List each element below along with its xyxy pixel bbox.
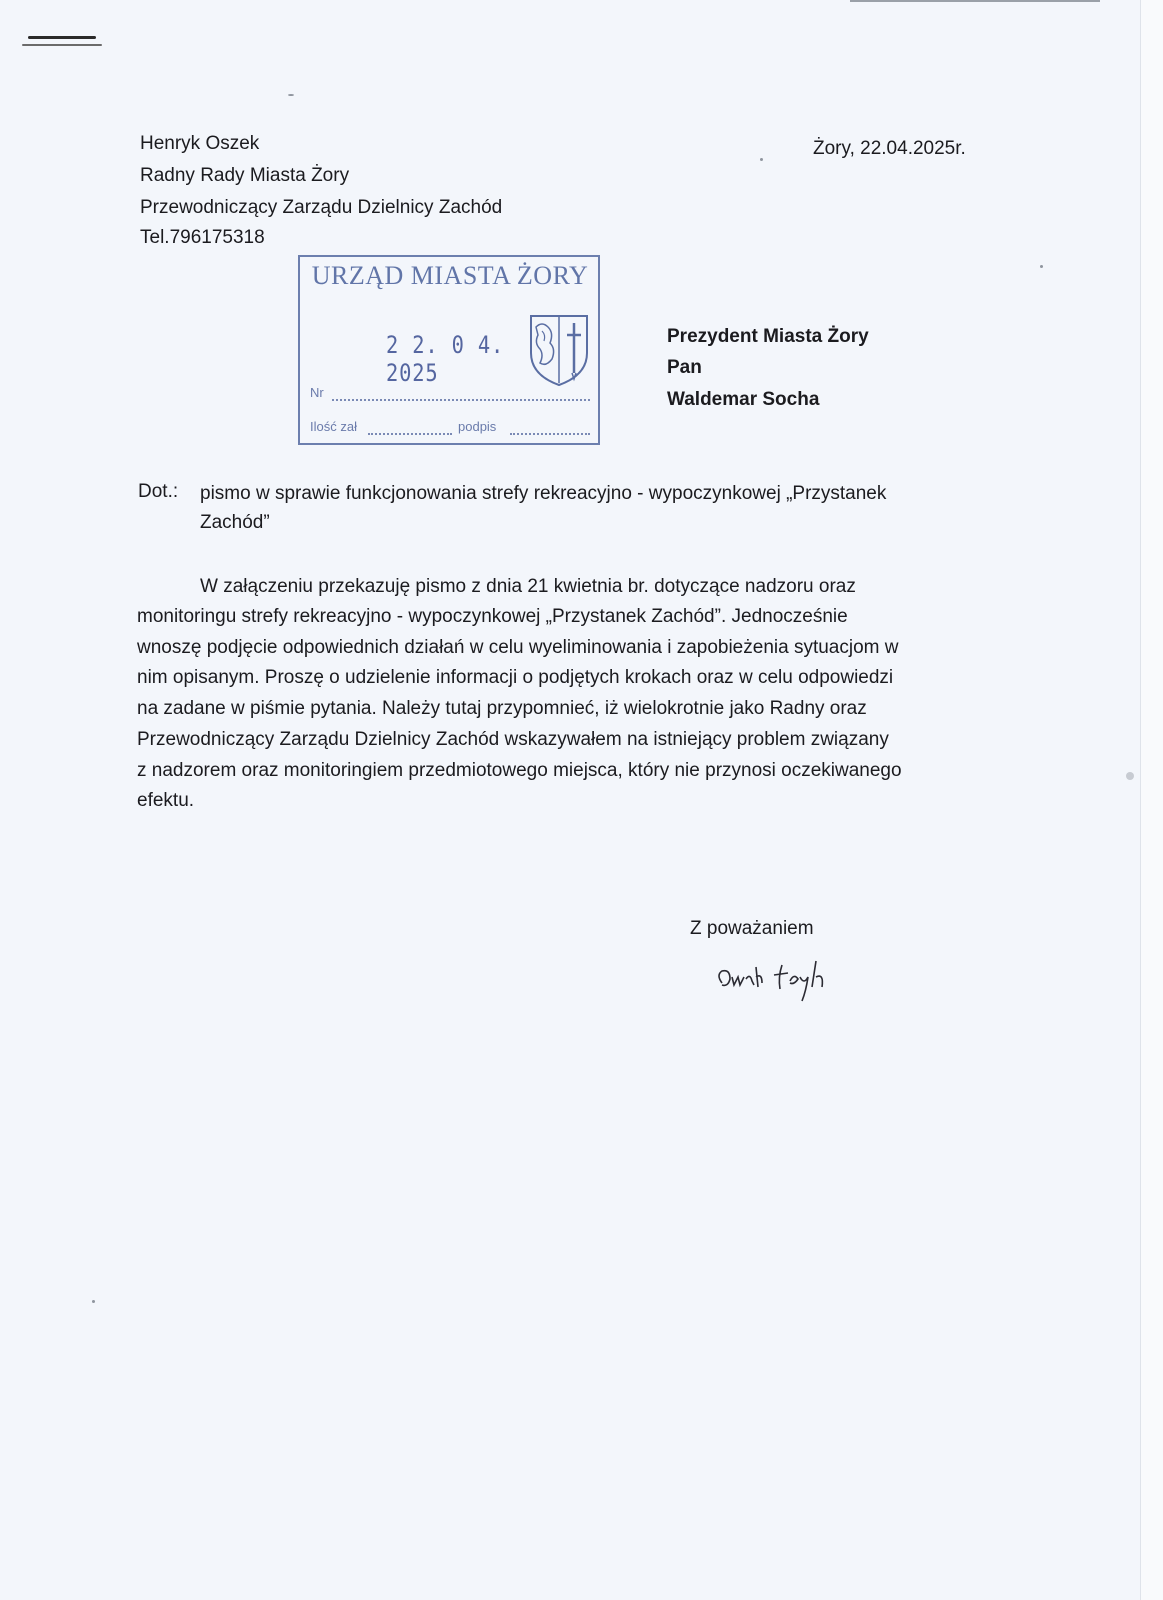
scan-edge-line <box>850 0 1100 2</box>
scan-speck <box>92 1300 95 1303</box>
body-line: wnoszę podjęcie odpowiednich działań w celu wyeliminowania i zapobieżenia sytuacjom w <box>137 637 899 658</box>
coat-of-arms-icon <box>528 313 590 387</box>
stamp-nr-label: Nr <box>310 385 324 400</box>
stamp-signature-label: podpis <box>458 419 497 434</box>
stamp-attachments-label: Ilość zał <box>310 419 357 434</box>
scan-margin <box>1140 0 1163 1600</box>
sender-title: Przewodniczący Zarządu Dzielnicy Zachód <box>140 197 503 218</box>
stamp-nr-dots <box>332 399 590 401</box>
recipient-name: Waldemar Socha <box>667 389 820 410</box>
subject-text: Zachód” <box>200 512 270 533</box>
sender-name: Henryk Oszek <box>140 133 260 154</box>
stamp-office-name: URZĄD MIASTA ŻORY <box>311 261 589 290</box>
scan-mark <box>22 44 102 46</box>
sender-phone: Tel.796175318 <box>140 227 265 248</box>
scan-speck <box>1040 265 1043 268</box>
body-line: W załączeniu przekazuję pismo z dnia 21 kwietnia br. dotyczące nadzoru oraz <box>200 576 856 597</box>
body-line: z nadzorem oraz monitoringiem przedmiotowego miejsca, który nie przynosi oczekiwanego <box>137 760 902 781</box>
body-line: nim opisanym. Proszę o udzielenie informacji o podjętych krokach oraz w celu odpowiedzi <box>137 667 894 688</box>
body-line: monitoringu strefy rekreacyjno - wypoczynkowej „Przystanek Zachód”. Jednocześnie <box>137 606 848 627</box>
recipient-salutation: Pan <box>667 357 702 378</box>
stamp-signature-dots <box>510 433 590 435</box>
body-line: Przewodniczący Zarządu Dzielnicy Zachód wskazywałem na istniejący problem związany <box>137 729 889 750</box>
scan-speck <box>760 158 763 161</box>
recipient-title: Prezydent Miasta Żory <box>667 326 869 347</box>
sender-title: Radny Rady Miasta Żory <box>140 165 350 186</box>
subject-label: Dot.: <box>138 481 179 502</box>
place-date: Żory, 22.04.2025r. <box>813 138 966 159</box>
stamp-attachments-dots <box>368 433 452 435</box>
scan-mark <box>28 36 96 39</box>
closing: Z poważaniem <box>690 918 814 939</box>
body-line: efektu. <box>137 790 195 811</box>
subject-text: pismo w sprawie funkcjonowania strefy rekreacyjno - wypoczynkowej „Przystanek <box>200 483 887 504</box>
scan-speck <box>288 94 294 96</box>
scan-speck <box>1126 772 1134 780</box>
handwritten-signature <box>712 955 842 1015</box>
office-stamp <box>298 255 600 445</box>
body-line: na zadane w piśmie pytania. Należy tutaj przypomnieć, iż wielokrotnie jako Radny oraz <box>137 698 867 719</box>
stamp-date: 2 2. 0 4. 2025 <box>386 331 505 387</box>
